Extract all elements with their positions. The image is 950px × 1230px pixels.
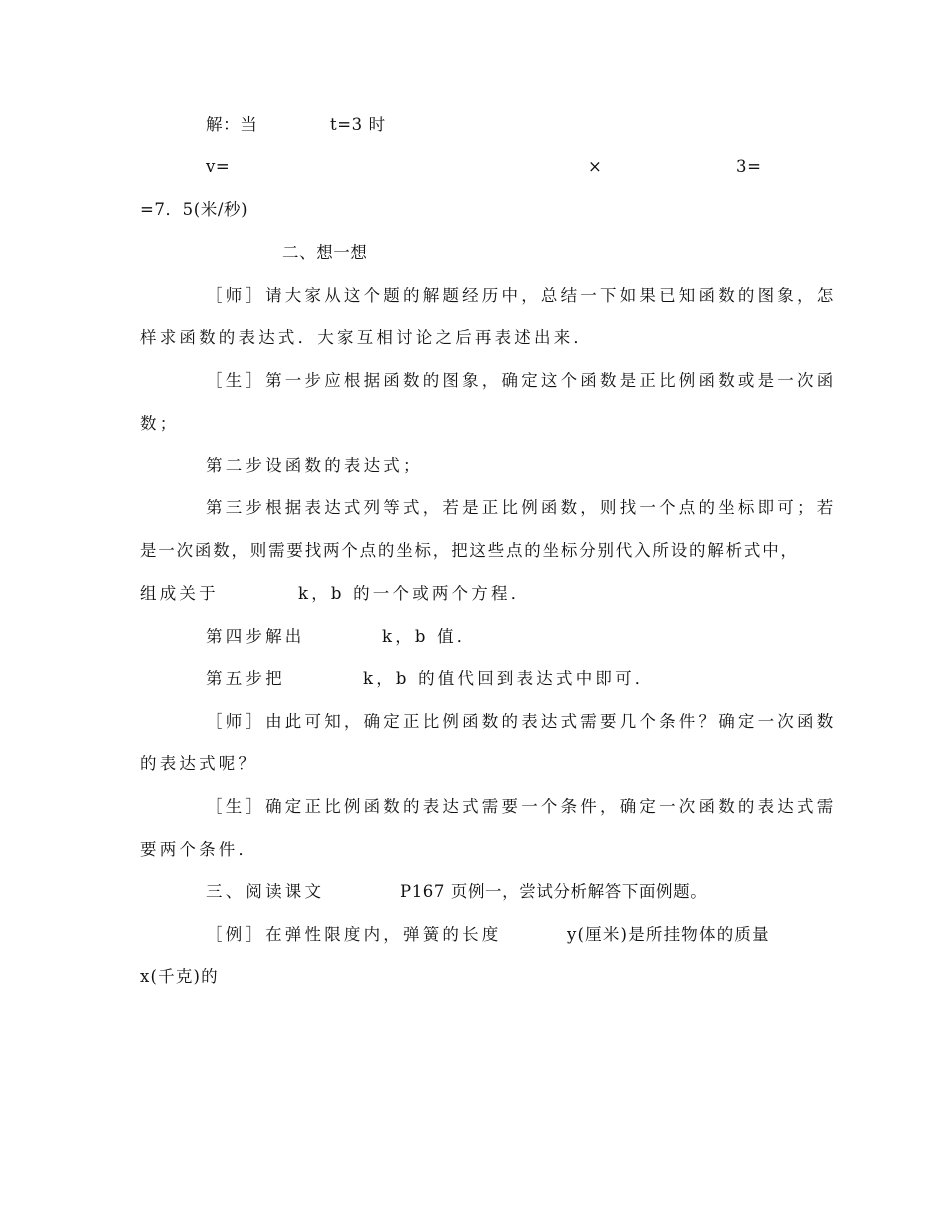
paragraph-text: 三、阅读课文 [206,882,325,901]
paragraph-text: 组成关于 [140,584,219,603]
paragraph-line: ［师］由此可知，确定正比例函数的表达式需要几个条件？确定一次函数 [206,712,837,731]
velocity-result: =7．5(米/秒) [140,200,249,219]
paragraph-text: 第五步把 [206,669,285,688]
paragraph-text: 第四步解出 [206,627,305,646]
velocity-label: v= [206,157,231,176]
paragraph-line: ［生］确定正比例函数的表达式需要一个条件，确定一次函数的表达式需 [206,797,837,816]
paragraph-text: P167 页例一，尝试分析解答下面例题。 [400,882,708,901]
velocity-factor: 3= [736,157,762,176]
paragraph-line: 是一次函数，则需要找两个点的坐标，把这些点的坐标分别代入所设的解析式中， [140,541,799,560]
paragraph-line: 要两个条件． [140,840,259,859]
paragraph-line: 第二步设函数的表达式； [206,456,423,475]
section-heading-2: 二、想一想 [282,243,368,262]
paragraph-line: 第三步根据表达式列等式，若是正比例函数，则找一个点的坐标即可；若 [206,498,837,517]
paragraph-text: k，b 的值代回到表达式中即可． [363,669,655,688]
paragraph-line: 样求函数的表达式．大家互相讨论之后再表述出来． [140,328,594,347]
paragraph-line: x(千克)的 [140,967,219,986]
paragraph-line: ［师］请大家从这个题的解题经历中，总结一下如果已知函数的图象，怎 [206,286,837,305]
paragraph-text: y(厘米)是所挂物体的质量 [567,925,770,944]
solution-label: 解：当 [206,115,258,134]
paragraph-line: ［生］第一步应根据函数的图象，确定这个函数是正比例函数或是一次函 [206,371,837,390]
paragraph-text: ［例］在弹性限度内，弹簧的长度 [206,925,502,944]
paragraph-line: 数； [140,414,180,433]
solution-condition: t=3 时 [330,115,386,134]
paragraph-text: k，b 的一个或两个方程． [298,584,531,603]
paragraph-line: 的表达式呢？ [140,754,259,773]
paragraph-text: k，b 值． [382,627,477,646]
multiply-sign: × [588,157,603,176]
